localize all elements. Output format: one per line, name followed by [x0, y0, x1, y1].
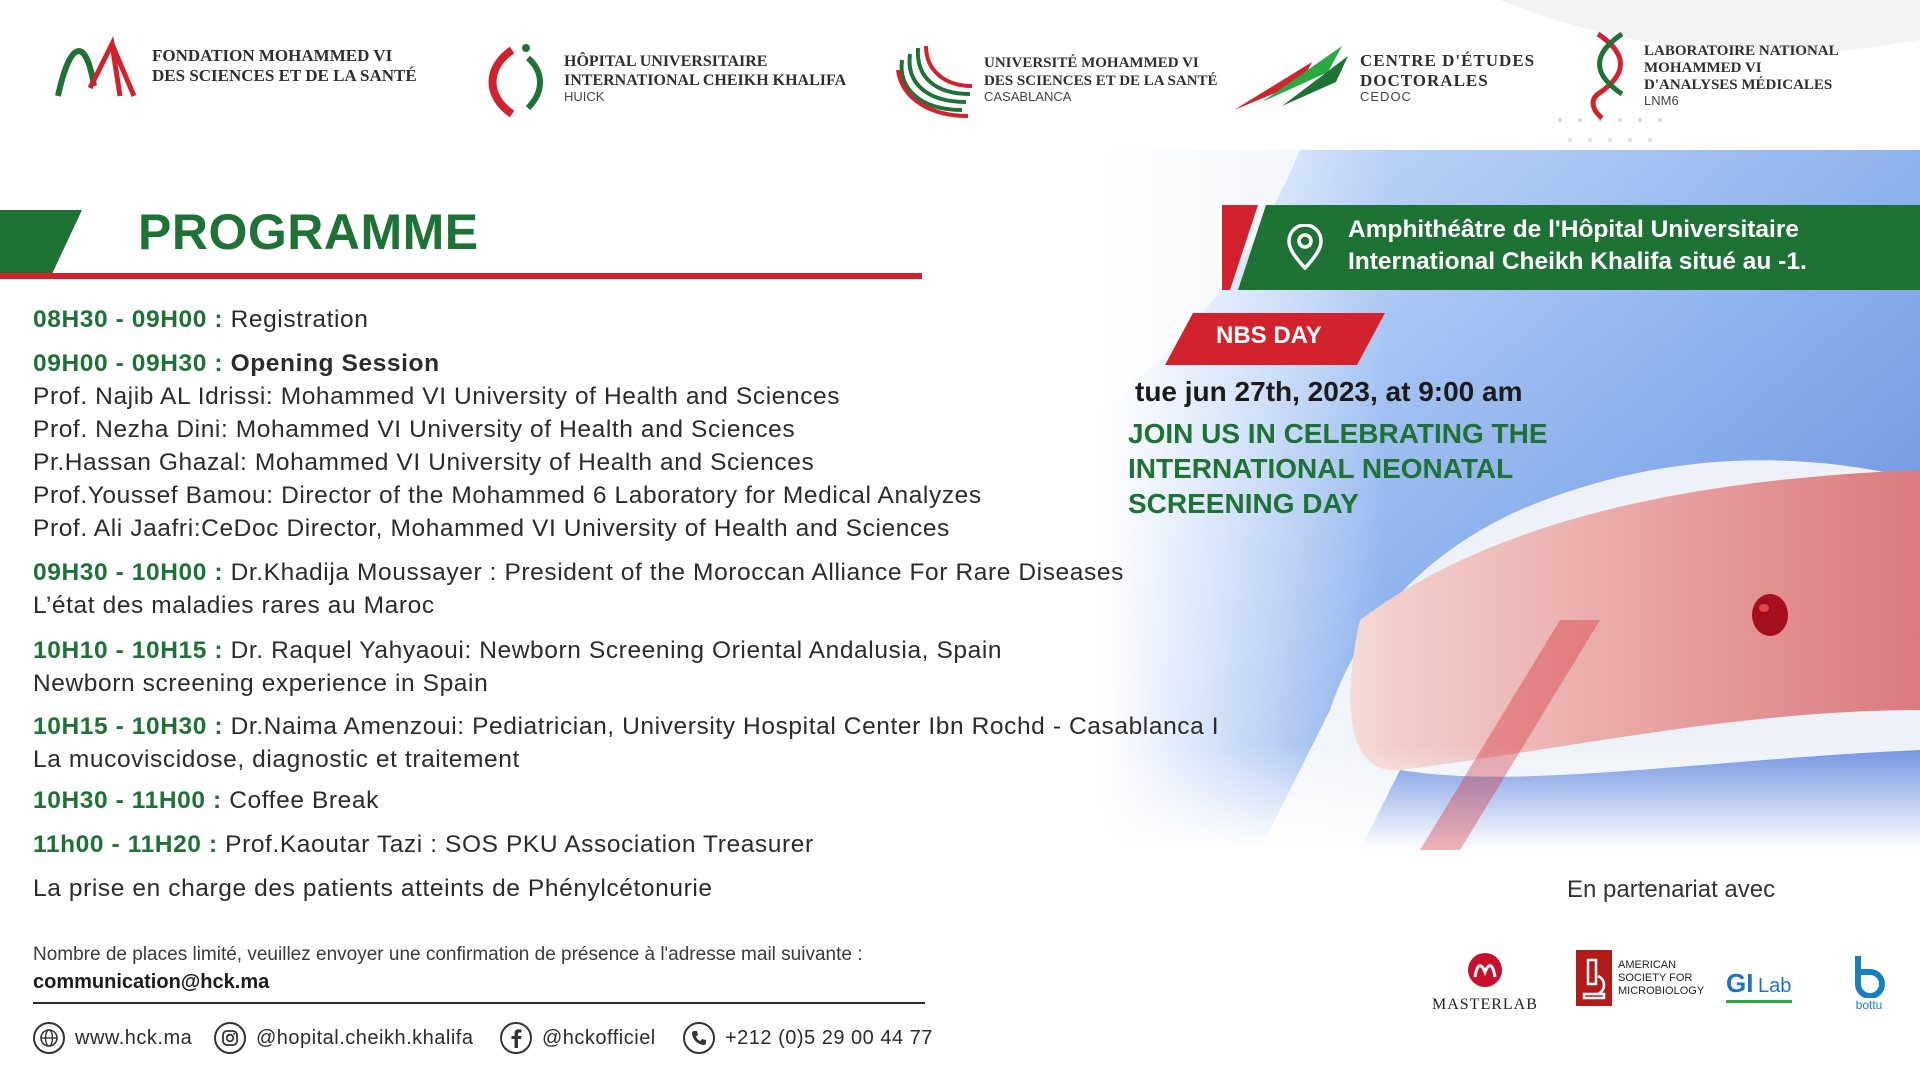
agenda-item	[33, 347, 1323, 545]
agenda-item	[33, 634, 1323, 700]
labo-acronym: LNM6	[1644, 93, 1679, 109]
agenda-title: Dr.Naima Amenzoui: Pediatrician, University Hospital Center Ibn Rochd - Casablanca I	[230, 713, 1220, 740]
headline-line-3: SCREENING DAY	[1128, 488, 1359, 519]
facebook-label: @hckofficiel	[542, 1026, 656, 1049]
agenda-time: 11h00 - 11H20 :	[33, 831, 218, 858]
headline-line-1: JOIN US IN CELEBRATING THE	[1128, 418, 1548, 449]
agenda-detail: La mucoviscidose, diagnostic et traitement	[33, 746, 520, 773]
location-line-2: International Cheikh Khalifa situé au -1.	[1348, 248, 1807, 275]
phone-icon	[683, 1022, 715, 1054]
agenda-detail: Pr.Hassan Ghazal: Mohammed VI University of Health and Sciences	[33, 449, 815, 476]
hopital-line-1: HÔPITAL UNIVERSITAIRE	[564, 53, 768, 71]
programme-title: PROGRAMME	[138, 204, 479, 260]
masterlab-logo-icon	[1465, 950, 1505, 990]
masterlab-label: MASTERLAB	[1432, 996, 1538, 1013]
hopital-acronym: HUICK	[564, 88, 605, 104]
svg-text:GI: GI	[1726, 968, 1754, 998]
nbs-day-label: NBS DAY	[1216, 322, 1322, 349]
asm-line-2: SOCIETY FOR	[1618, 971, 1693, 984]
agenda-title: Prof.Kaoutar Tazi : SOS PKU Association Treasurer	[225, 831, 814, 858]
globe-icon	[33, 1022, 65, 1054]
title-underline	[0, 273, 922, 279]
hopital-line-2: INTERNATIONAL CHEIKH KHALIFA	[564, 71, 847, 89]
agenda-final-topic: La prise en charge des patients atteints de Phénylcétonurie	[33, 875, 713, 902]
agenda-detail: Prof. Ali Jaafri:CeDoc Director, Mohammed VI University of Health and Sciences	[33, 515, 950, 542]
fondation-line-2: DES SCIENCES ET DE LA SANTÉ	[152, 66, 417, 85]
labo-line-1: LABORATOIRE NATIONAL	[1644, 42, 1839, 59]
labo-line-3: D'ANALYSES MÉDICALES	[1644, 77, 1833, 94]
location-text	[1348, 214, 1807, 278]
partner-gilab	[1724, 962, 1796, 1010]
cedoc-logo-icon	[1232, 42, 1352, 114]
dna-logo-icon	[1588, 30, 1634, 122]
rsvp-note: Nombre de places limité, veuillez envoyer une confirmation de présence à l'adresse mail suivante :	[33, 944, 863, 965]
labo-line-2: MOHAMMED VI	[1644, 59, 1762, 76]
cedoc-line-2: DOCTORALES	[1360, 70, 1489, 90]
svg-text:Lab: Lab	[1758, 975, 1792, 997]
universite-city: CASABLANCA	[984, 88, 1072, 104]
agenda-title: Registration	[230, 306, 369, 333]
footer-facebook[interactable]	[500, 1022, 656, 1054]
agenda-time: 08H30 - 09H00 :	[33, 306, 224, 333]
location-line-1: Amphithéâtre de l'Hôpital Universitaire	[1348, 216, 1800, 243]
logo-fondation	[50, 30, 417, 102]
bottu-label: bottu	[1855, 998, 1883, 1012]
agenda-title: Opening Session	[230, 350, 440, 377]
partners-title: En partenariat avec	[1567, 876, 1776, 903]
partner-bottu	[1852, 954, 1886, 1012]
partner-asm	[1576, 950, 1704, 1006]
asm-line-3: MICROBIOLOGY	[1618, 984, 1705, 997]
gilab-logo-icon	[1724, 962, 1796, 1010]
agenda-time: 10H10 - 10H15 :	[33, 637, 224, 664]
footer-divider	[33, 1002, 925, 1004]
agenda-item	[33, 710, 1323, 776]
agenda-detail: Prof.Youssef Bamou: Director of the Mohammed 6 Laboratory for Medical Analyzes	[33, 482, 982, 509]
headline-line-2: INTERNATIONAL NEONATAL	[1128, 453, 1514, 484]
phone-label: +212 (0)5 29 00 44 77	[725, 1026, 933, 1049]
cedoc-acronym: CEDOC	[1360, 89, 1412, 105]
agenda-detail: Newborn screening experience in Spain	[33, 670, 489, 697]
title-accent-band	[0, 210, 82, 274]
agenda-detail: L’état des maladies rares au Maroc	[33, 592, 435, 619]
footer-instagram[interactable]	[214, 1022, 473, 1054]
footer-phone[interactable]	[683, 1022, 933, 1054]
agenda-item	[33, 303, 1323, 336]
logo-universite	[892, 40, 1218, 120]
asm-line-1: AMERICAN	[1618, 958, 1677, 971]
facebook-icon	[500, 1022, 532, 1054]
universite-line-1: UNIVERSITÉ MOHAMMED VI	[984, 55, 1199, 72]
cedoc-line-1: CENTRE D'ÉTUDES	[1360, 50, 1536, 70]
universite-line-2: DES SCIENCES ET DE LA SANTÉ	[984, 72, 1218, 89]
partner-masterlab	[1432, 950, 1538, 1014]
rsvp-email-link[interactable]: communication@hck.ma	[33, 971, 270, 993]
agenda-title: Dr. Raquel Yahyaoui: Newborn Screening Oriental Andalusia, Spain	[230, 637, 1003, 664]
logo-cedoc	[1232, 42, 1535, 114]
agenda-item	[33, 784, 1323, 817]
agenda-detail: Prof. Najib AL Idrissi: Mohammed VI University of Health and Sciences	[33, 383, 841, 410]
agenda-item	[33, 556, 1323, 622]
agenda-time: 10H30 - 11H00 :	[33, 787, 222, 814]
universite-logo-icon	[892, 40, 974, 120]
agenda-title: Coffee Break	[229, 787, 379, 814]
fondation-m-logo-icon	[50, 30, 140, 102]
logo-hopital	[482, 38, 846, 120]
instagram-label: @hopital.cheikh.khalifa	[256, 1026, 474, 1049]
bottu-logo-icon	[1852, 954, 1886, 998]
hopital-logo-icon	[482, 38, 554, 120]
microscope-logo-icon	[1576, 950, 1612, 1006]
location-pin-icon	[1284, 224, 1326, 270]
logo-labo	[1588, 30, 1839, 122]
website-label: www.hck.ma	[75, 1026, 193, 1049]
agenda-time: 09H30 - 10H00 :	[33, 559, 224, 586]
agenda-time: 10H15 - 10H30 :	[33, 713, 224, 740]
agenda-detail: Prof. Nezha Dini: Mohammed VI University of Health and Sciences	[33, 416, 796, 443]
instagram-icon	[214, 1022, 246, 1054]
fondation-line-1: FONDATION MOHAMMED VI	[152, 46, 393, 66]
footer-website[interactable]	[33, 1022, 192, 1054]
agenda-time: 09H00 - 09H30 :	[33, 350, 224, 377]
agenda-title: Dr.Khadija Moussayer : President of the Moroccan Alliance For Rare Diseases	[230, 559, 1124, 586]
event-date: tue jun 27th, 2023, at 9:00 am	[1135, 376, 1523, 407]
agenda-item	[33, 828, 1323, 861]
